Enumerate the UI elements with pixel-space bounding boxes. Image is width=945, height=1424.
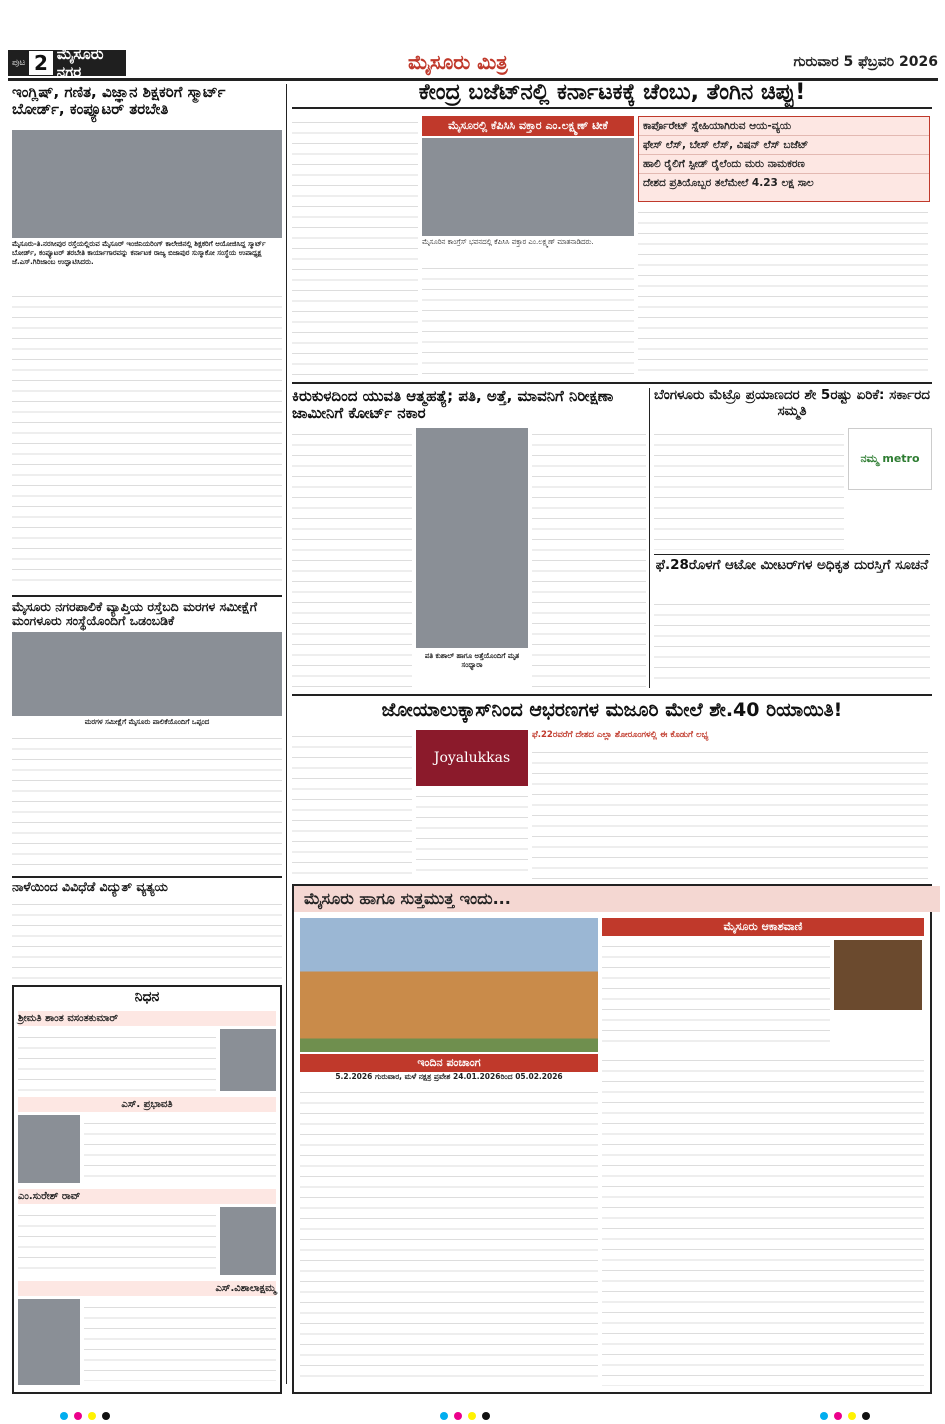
column-rule xyxy=(286,84,287,1384)
obituary-title: ನಿಧನ xyxy=(134,989,160,1005)
lead-bullet-2: ಫೇಸ್ ಲೆಸ್, ಬೇಸ್ ಲೆಸ್, ವಿಷನ್ ಲೆಸ್ ಬಜೆಟ್ xyxy=(639,136,929,155)
joy-col-1 xyxy=(292,730,412,880)
page-number-block xyxy=(8,45,126,81)
obit-name-3: ಎಂ.ಸುರೇಶ್ ರಾವ್ xyxy=(18,1189,276,1204)
lead-bullets xyxy=(638,116,930,202)
obit-text-2 xyxy=(84,1117,276,1177)
today-title: ಮೈಸೂರು ಹಾಗೂ ಸುತ್ತಮುತ್ತ ಇಂದು... xyxy=(294,886,940,912)
training-body xyxy=(12,290,282,590)
joy-logo: Joyalukkas xyxy=(416,730,528,786)
today-box xyxy=(292,884,932,1394)
obit-name-2: ಎಸ್. ಪ್ರಭಾವತಿ xyxy=(18,1097,276,1112)
lead-bullet-1: ಕಾರ್ಪೊರೇಟ್ ಸ್ನೇಹಿಯಾಗಿರುವ ಆಯ-ವ್ಯಯ xyxy=(639,117,929,136)
joy-col-2 xyxy=(416,790,528,880)
lead-headline: ಕೇಂದ್ರ ಬಜೆಟ್‌ನಲ್ಲಿ ಕರ್ನಾಟಕಕ್ಕೆ ಚೆಂಬು, ತೆಂಗಿನ ಚಿಪ್ಪು! xyxy=(292,80,932,109)
suicide-col-1 xyxy=(292,428,412,688)
obituary-box xyxy=(12,985,282,1394)
column-rule xyxy=(649,388,650,688)
lead-photo-caption: ಮೈಸೂರಿನ ಕಾಂಗ್ರೆಸ್ ಭವನದಲ್ಲಿ ಕೆಪಿಸಿಸಿ ವಕ್ತಾರ ಎಂ.ಲಕ್ಷ್ಮಣ್ ಮಾತನಾಡಿದರು. xyxy=(422,238,594,246)
obit-photo-4 xyxy=(18,1299,80,1385)
divider xyxy=(292,382,932,384)
lead-col-1 xyxy=(292,116,418,378)
issue-date: ಗುರುವಾರ 5 ಫೆಬ್ರವರಿ 2026 xyxy=(793,54,938,70)
registration-marks xyxy=(820,1405,876,1424)
masthead xyxy=(8,45,938,81)
lead-bullet-4: ದೇಶದ ಪ್ರತಿಯೊಬ್ಬರ ತಲೆಮೇಲೆ 4.23 ಲಕ್ಷ ಸಾಲ xyxy=(643,177,814,189)
obit-text-1 xyxy=(18,1031,216,1091)
lead-col-2 xyxy=(422,262,634,378)
divider xyxy=(12,876,282,878)
lead-bullet-3: ಹಾಲಿ ರೈಲಿಗೆ ಸ್ಪೀಡ್ ರೈಲೆಂದು ಮರು ನಾಮಕರಣ xyxy=(639,155,929,174)
page-number: 2 xyxy=(29,51,53,75)
joy-highlight: ಫೆ.22ರವರೆಗೆ ದೇಶದ ಎಲ್ಲಾ ಶೋರೂಂಗಳಲ್ಲಿ ಈ ಕೊಡುಗೆ ಲಭ್ಯ xyxy=(532,730,709,740)
palike-caption: ಮರಗಳ ಸಮೀಕ್ಷೆಗೆ ಮೈಸೂರು ಪಾಲಿಕೆಯೊಂದಿಗೆ ಒಪ್ಪಂದ xyxy=(84,718,210,726)
registration-marks xyxy=(440,1405,496,1424)
obit-photo-3 xyxy=(220,1207,276,1275)
training-caption: ಮೈಸೂರು-ತಿ.ನರಸೀಪುರ ರಸ್ತೆಯಲ್ಲಿರುವ ಮೈಸೂರ್ ಇಂಜಿನಿಯರಿಂಗ್ ಕಾಲೇಜಿನಲ್ಲಿ ಶಿಕ್ಷಕರಿಗೆ ಆಯೋಜಿಸಿದ್ದ ಸ್ಮಾರ್ಟ್ ಬೋರ್ಡ್, ಕಂಪ್ಯೂಟರ್ ತರಬೇತಿ ಕಾರ್ಯಾಗಾರವನ್ನು ಕರ್ನಾಟಕ ರಾಜ್ಯ ಬಿಜಾಪುರ ಸುಸ್ಮಾಕೋ ಸಂಸ್ಥೆಯ ಉಪಾಧ್ಯಕ್ಷ ಜೆ.ಎಸ್.ಗಿರಿಜಾಂಬ ಉದ್ಘಾಟಿಸಿದರು. xyxy=(12,240,266,266)
lead-photo xyxy=(422,138,634,236)
radio-icon xyxy=(834,940,922,1010)
palike-photo xyxy=(12,632,282,716)
obit-text-4 xyxy=(84,1301,276,1381)
power-headline: ನಾಳೆಯಿಂದ ವಿವಿಧೆಡೆ ವಿದ್ಯುತ್ ವ್ಯತ್ಯಯ xyxy=(12,879,168,894)
divider xyxy=(654,554,930,555)
training-photo xyxy=(12,130,282,238)
joy-headline: ಜೋಯಾಲುಕ್ಕಾಸ್‌ನಿಂದ ಆಭರಣಗಳ ಮಜೂರಿ ಮೇಲೆ ಶೇ.40 ರಿಯಾಯಿತಿ! xyxy=(381,699,843,721)
divider xyxy=(292,694,932,696)
suicide-col-3 xyxy=(532,428,646,688)
suicide-headline: ಕಿರುಕುಳದಿಂದ ಯುವತಿ ಆತ್ಮಹತ್ಯೆ; ಪತಿ, ಅತ್ತೆ, ಮಾವನಿಗೆ ನಿರೀಕ್ಷಣಾ ಜಾಮೀನಿಗೆ ಕೋರ್ಟ್ ನಕಾರ xyxy=(292,387,614,423)
radio-schedule xyxy=(602,940,830,1050)
events-list xyxy=(300,1086,598,1386)
obit-text-3 xyxy=(18,1209,216,1275)
panchanga-line: 5.2.2026 ಗುರುವಾರ, ಮಳೆ ನಕ್ಷತ್ರ ಪ್ರವೇಶ 24.01.2026ರಿಂದ 05.02.2026 xyxy=(335,1072,563,1081)
auto-body xyxy=(654,598,930,688)
obit-photo-1 xyxy=(220,1029,276,1091)
brand-logo: ಮೈಸೂರು ಮಿತ್ರ xyxy=(408,50,508,74)
auto-headline: ಫೆ.28ರೊಳಗೆ ಆಟೋ ಮೀಟರ್‌ಗಳ ಅಧಿಕೃತ ದುರಸ್ತಿಗೆ ಸೂಚನೆ xyxy=(655,557,929,573)
panchanga-title: ಇಂದಿನ ಪಂಚಾಂಗ xyxy=(300,1054,598,1072)
obit-name-1: ಶ್ರೀಮತಿ ಶಾಂತ ವಸಂತಕುಮಾರ್ xyxy=(18,1011,276,1026)
obit-name-4: ಎಸ್.ವಿಶಾಲಾಕ್ಷಮ್ಮ xyxy=(18,1281,276,1296)
palike-headline: ಮೈಸೂರು ನಗರಪಾಲಿಕೆ ವ್ಯಾಪ್ತಿಯ ರಸ್ತೆಬದಿ ಮರಗಳ ಸಮೀಕ್ಷೆಗೆ ಮಂಗಳೂರು ಸಂಸ್ಥೆಯೊಂದಿಗೆ ಒಡಂಬಡಿಕೆ xyxy=(12,599,258,629)
metro-logo: ನಮ್ಮ metro xyxy=(848,428,932,490)
registration-marks xyxy=(60,1405,116,1424)
divider xyxy=(12,595,282,597)
lead-subhead: ಮೈಸೂರಲ್ಲಿ ಕೆಪಿಸಿಸಿ ವಕ್ತಾರ ಎಂ.ಲಕ್ಷ್ಮಣ್ ಟೀಕೆ xyxy=(422,116,634,136)
palike-body xyxy=(12,732,282,872)
events-list-2 xyxy=(602,1054,924,1386)
power-body xyxy=(12,898,282,980)
metro-headline: ಬೆಂಗಳೂರು ಮೆಟ್ರೊ ಪ್ರಯಾಣದರ ಶೇ 5ರಷ್ಟು ಏರಿಕೆ: ಸರ್ಕಾರದ ಸಮ್ಮತಿ xyxy=(654,387,931,419)
section-title: ಮೈಸೂರು ನಗರ xyxy=(56,45,104,81)
metro-body xyxy=(654,428,844,550)
palace-photo xyxy=(300,918,598,1052)
suicide-photo xyxy=(416,428,528,648)
joy-col-3 xyxy=(532,746,928,880)
training-headline: ಇಂಗ್ಲಿಷ್, ಗಣಿತ, ವಿಜ್ಞಾನ ಶಿಕ್ಷಕರಿಗೆ ಸ್ಮಾರ್ಟ್ ಬೋರ್ಡ್, ಕಂಪ್ಯೂಟರ್ ತರಬೇತಿ xyxy=(12,83,226,119)
suicide-caption: ಪತಿ ಕುಶಾಲ್ ಹಾಗೂ ಅತ್ತೆಯೊಂದಿಗೆ ಮೃತ ಸಂಧ್ಯಾರಾ xyxy=(424,652,520,669)
radio-title: ಮೈಸೂರು ಆಕಾಶವಾಣಿ xyxy=(602,918,924,936)
lead-col-3 xyxy=(638,206,928,378)
obit-photo-2 xyxy=(18,1115,80,1183)
page-label: ಪುಟ xyxy=(12,58,26,68)
